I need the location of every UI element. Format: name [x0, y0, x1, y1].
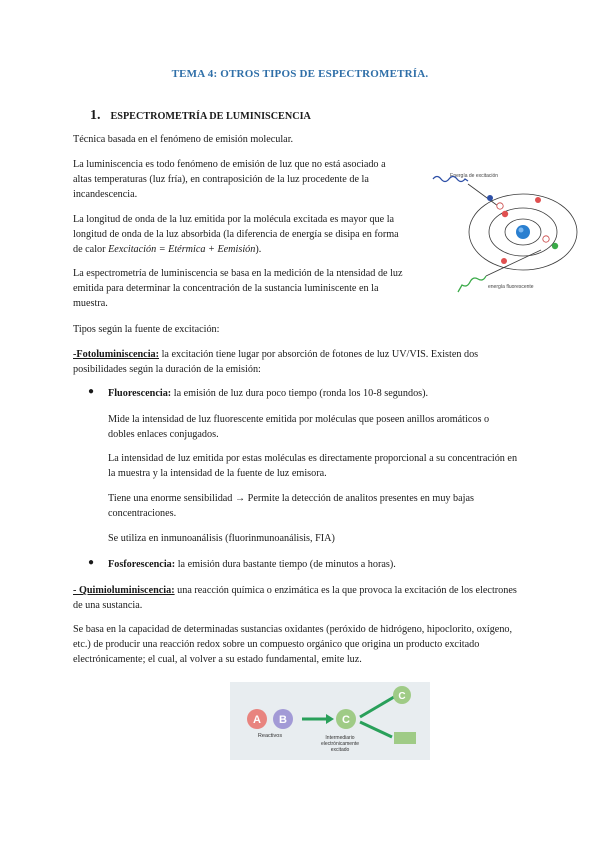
section-heading [90, 106, 311, 124]
page-title: TEMA 4: OTROS TIPOS DE ESPECTROMETRÍA. [171, 68, 429, 80]
photon-out [552, 243, 558, 249]
electron-excited [497, 203, 503, 209]
intro-text: Técnica basada en el fenómeno de emisión molecular. [73, 134, 294, 145]
fotoluminiscencia-paragraph [73, 347, 523, 377]
fosforescencia-paragraph [108, 557, 518, 572]
fluorescencia-detail-2: La intensidad de luz emitida por estas moléculas es directamente proporcional a su concentración en la muestra y la intensidad de la fuente de luz emisora. [108, 453, 518, 480]
bullet-fosforescencia: ● [88, 557, 95, 568]
reactant-a-label: A [253, 714, 261, 726]
reactants-label: Reactivos [257, 733, 283, 739]
reactant-b-label: B [279, 714, 287, 726]
fotoluminiscencia-text: la excitación tiene lugar por absorción de fotones de luz UV/VIS. Existen dos posibilidades según la duración de la emisión: [73, 349, 479, 376]
luminescence-atom-figure [428, 164, 578, 304]
electron [535, 197, 541, 203]
photon-in [487, 195, 493, 201]
electron-relaxed [543, 236, 549, 242]
paragraph-longitud-onda [73, 212, 403, 258]
paragraph-longitud-onda-end: ). [255, 244, 262, 256]
energy-formula: Eexcitación = Etérmica + Eemisión [108, 244, 256, 256]
nucleus [516, 225, 530, 239]
intermediate-description: Intermediario electrónicamente excitado [320, 735, 360, 753]
final-paragraph: Se basa en la capacidad de determinadas sustancias oxidantes (peróxido de hidrógeno, hipoclorito, oxígeno, etc.) de producir una reacción redox sobre un compuesto orgánico que origina un producto excitado electrónicamente; el cual, al volver a su estado fundamental, emite luz. [73, 624, 513, 666]
quimioluminiscencia-label: - Quimioluminiscencia: [73, 585, 175, 596]
chemiluminescence-reaction-figure [230, 682, 430, 760]
fluorescencia-paragraph [108, 386, 518, 401]
section-number: 1. [90, 108, 101, 123]
outgoing-arrow [486, 250, 541, 276]
fluorescencia-detail-1: Mide la intensidad de luz fluorescente emitida por moléculas que poseen anillos aromáticos o dobles enlaces conjugados. [108, 414, 490, 441]
paragraph-luminiscencia: La luminiscencia es todo fenómeno de emisión de luz que no está asociado a altas temperaturas (luz fría), en contraposición de la luz procedente de la incandescencia. [73, 159, 386, 201]
paragraph-medicion: La espectrometría de luminiscencia se basa en la medición de la ntensidad de luz emitida para determinar la concentración de la sustancia luminiscente en la muestra. [73, 268, 403, 310]
bullet-fluorescencia: ● [88, 386, 95, 397]
quimioluminiscencia-text: una reacción química o enzimática es la que provoca la excitación de los electrones de una sustancia. [73, 585, 517, 612]
outgoing-wave [458, 276, 486, 292]
fosforescencia-label: Fosforescencia: [108, 559, 176, 570]
excitation-energy-label: Energía de excitación [450, 173, 499, 179]
fosforescencia-text: la emisión dura bastante tiempo (de minutos a horas). [175, 559, 396, 570]
nucleus-highlight [519, 228, 524, 233]
fluorescencia-text: la emisión de luz dura poco tiempo (ronda los 10-8 segundos). [171, 388, 429, 399]
fluorescent-energy-label: energía fluorescente [488, 284, 534, 290]
section-title: ESPECTROMETRÍA DE LUMINISCENCIA [110, 111, 311, 122]
electron [502, 211, 508, 217]
fluorescencia-label: Fluorescencia: [108, 388, 172, 399]
electron [501, 258, 507, 264]
product-label: C [398, 691, 406, 702]
quimioluminiscencia-paragraph [73, 583, 523, 613]
types-intro: Tipos según la fuente de excitación: [73, 324, 220, 335]
fotoluminiscencia-label: -Fotoluminiscencia: [73, 349, 160, 360]
fluorescencia-detail-3: Tiene una enorme sensibilidad → Permite la detección de analitos presentes en muy bajas concentraciones. [108, 493, 474, 520]
fluorescencia-detail-4: Se utiliza en inmunoanálisis (fluorinmunoanálisis, FIA) [108, 533, 335, 544]
paragraph-longitud-onda-text: La longitud de onda de la luz emitida por la molécula excitada es mayor que la longitud de onda de la luz absorbida (la diferencia de energía se disipa en forma de calor [73, 214, 399, 256]
incoming-arrow [468, 184, 498, 206]
light-emission-box [394, 732, 416, 744]
intermediate-label: C [342, 714, 350, 726]
